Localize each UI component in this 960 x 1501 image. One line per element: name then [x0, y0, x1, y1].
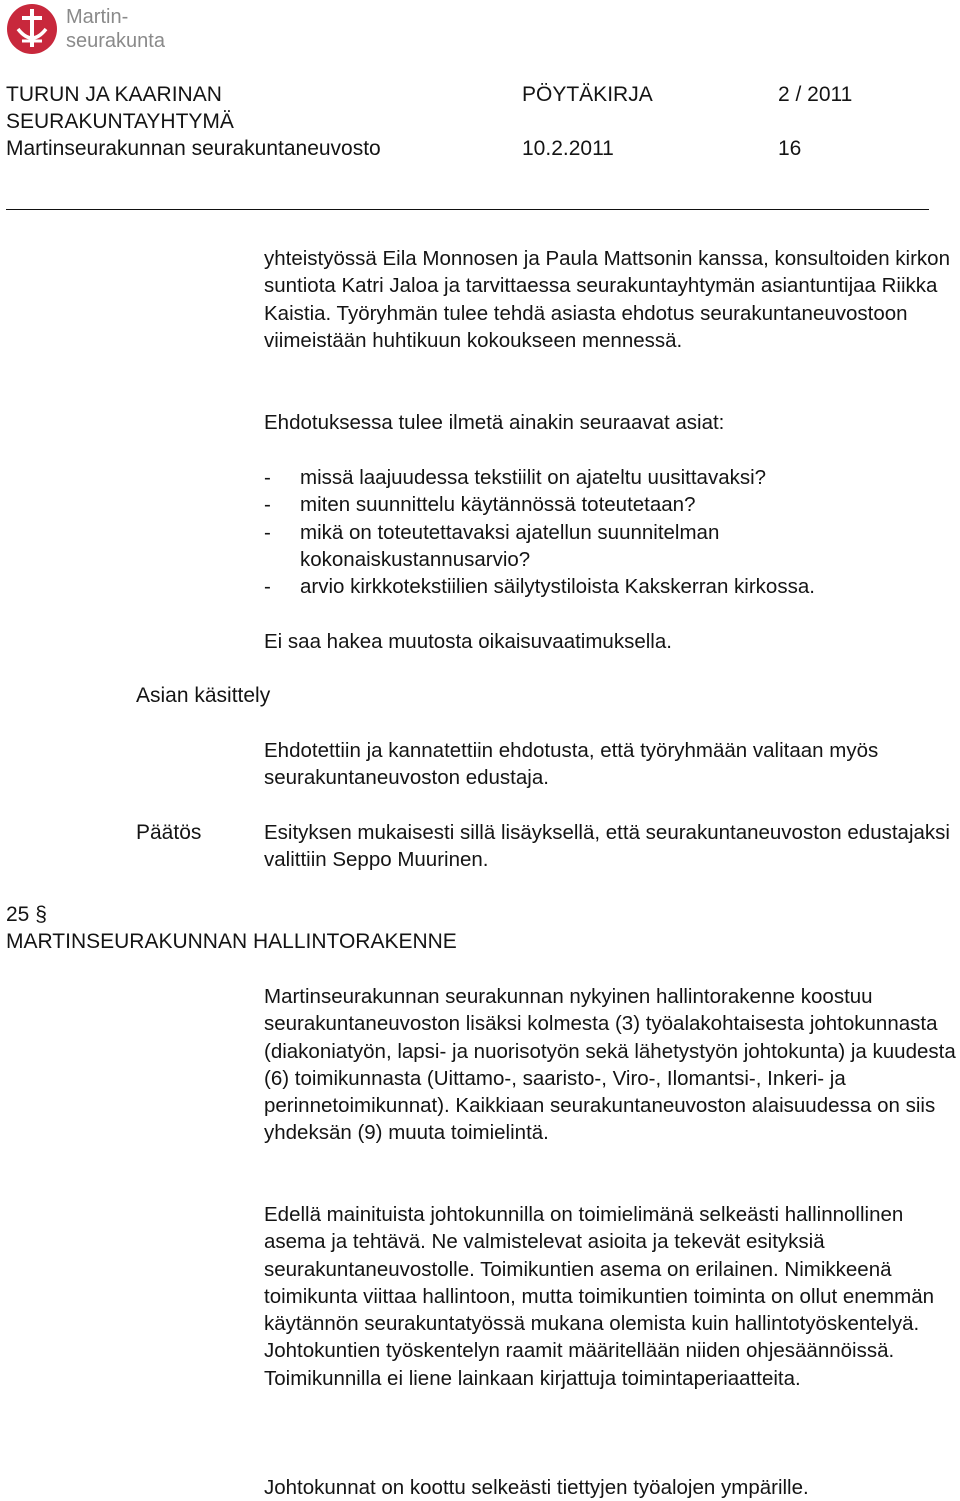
section-title: MARTINSEURAKUNNAN HALLINTORAKENNE: [6, 930, 457, 953]
list-item: - missä laajuudessa tekstiilit on ajateltu uusittavaksi?: [264, 466, 767, 489]
section-number: 25 §: [6, 903, 47, 926]
page-number: 16: [778, 137, 802, 160]
document-type: PÖYTÄKIRJA: [522, 83, 653, 106]
logo-wordmark: [66, 5, 165, 53]
list-intro: Ehdotuksessa tulee ilmetä ainakin seuraavat asiat:: [264, 411, 725, 434]
requirements-list: [264, 464, 954, 600]
list-item: - mikä on toteutettavaksi ajatellun suunnitelman kokonaiskustannusarvio?: [264, 520, 720, 571]
decision-label: Päätös: [136, 821, 202, 844]
list-item: - miten suunnittelu käytännössä toteutetaan?: [264, 493, 696, 517]
org-name-line-1: TURUN JA KAARINAN: [6, 83, 222, 106]
list-item: - arvio kirkkotekstiilien säilytystiloista Kakskerran kirkossa.: [264, 575, 815, 599]
decision-text: Esityksen mukaisesti sillä lisäyksellä, että seurakuntaneuvoston edustajaksi valittiin Seppo Muurinen.: [264, 821, 950, 872]
document-number: 2 / 2011: [778, 83, 853, 106]
discussion-text: Ehdotettiin ja kannatettiin ehdotusta, että työryhmään valitaan myös seurakuntaneuvoston edustaja.: [264, 739, 879, 790]
meeting-date: 10.2.2011: [522, 137, 614, 160]
martinseurakunta-logo: [6, 3, 206, 57]
header-divider: [6, 209, 929, 210]
section-paragraph-1: Martinseurakunnan seurakunnan nykyinen hallintorakenne koostuu seurakuntaneuvoston lisäksi kolmesta (3) työalakohtaisesta johtokunnasta (diakoniatyön, lapsi- ja nuorisotyön sekä lähetystyön johtokunta) ja kuudesta (6) toimikunnasta (Uittamo-, saaristo-, Viro-, Ilomantsi-, Inkeri- ja perinnetoimikunnat). Kaikkiaan seurakuntaneuvoston alaisuudessa on siis yhdeksän (9) muuta toimielintä.: [264, 985, 956, 1145]
section-paragraph-3: Johtokunnat on koottu selkeästi tiettyjen työalojen ympärille.: [264, 1476, 809, 1499]
intro-paragraph: [264, 245, 960, 354]
logo-line-1: Martin-: [66, 6, 129, 28]
org-name-line-2: SEURAKUNTAYHTYMÄ: [6, 110, 234, 133]
section-paragraph-2: Edellä mainituista johtokunnilla on toimielimänä selkeästi hallinnollinen asema ja tehtävä. Ne valmistelevat asioita ja tekevät esityksiä seurakuntaneuvostolle. Toimikuntien asema on erilainen. Nimikkeenä toimikunta viittaa hallintoon, mutta toimikuntien toiminta on ollut enemmän käytännön seurakuntatyössä mukana olemista kuin hallintotyöskentelyä. Johtokuntien työskentelyn raamit määritellään niiden ohjesäännöissä. Toimikunnilla ei liene lainkaan kirjattuja toimintaperiaatteita.: [264, 1203, 935, 1390]
no-appeal-note: Ei saa hakea muutosta oikaisuvaatimuksella.: [264, 630, 672, 653]
church-cross-logo-icon: [6, 3, 58, 55]
logo-line-2: seurakunta: [66, 30, 165, 52]
discussion-label: Asian käsittely: [136, 684, 271, 707]
intro-text: yhteistyössä Eila Monnosen ja Paula Mattsonin kanssa, konsultoiden kirkon suntiota Katri Jaloa ja tarvittaessa seurakuntayhtymän asiantuntijaa Riikka Kaistia. Työryhmän tulee tehdä asiasta ehdotus seurakuntaneuvostoon viimeistään huhtikuun kokoukseen mennessä.: [264, 247, 950, 352]
meeting-body: Martinseurakunnan seurakuntaneuvosto: [6, 137, 381, 160]
